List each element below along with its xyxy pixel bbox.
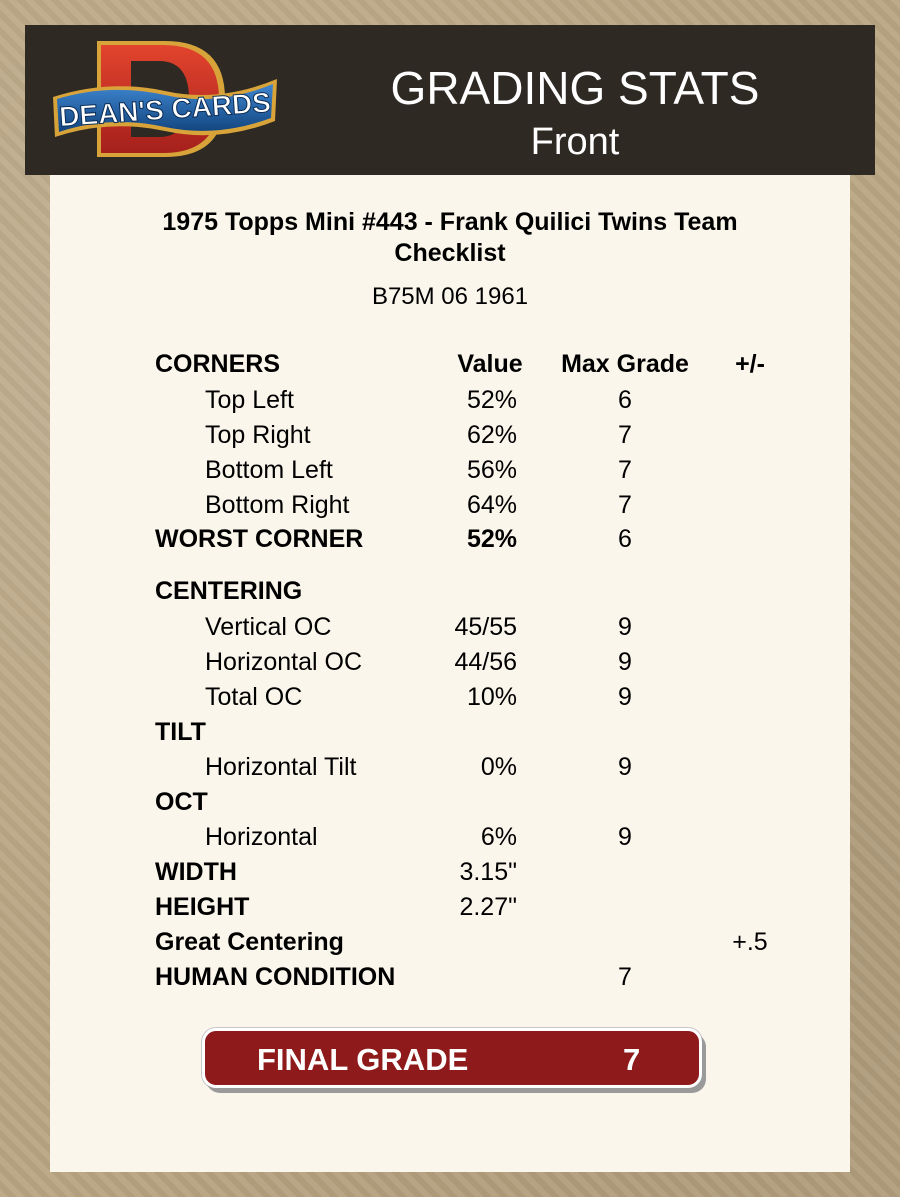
width-row [50,858,850,892]
stat-grade: 9 [618,613,632,641]
height-row [50,893,850,927]
width-value: 3.15" [459,858,517,886]
page-subtitle: Front [530,121,620,163]
stat-grade: 7 [618,421,632,449]
stat-value: 6% [480,823,517,851]
centering-header-row [50,577,850,611]
stat-value: 44/56 [454,648,517,676]
bonus-label: Great Centering [155,928,344,956]
stat-grade: 7 [618,456,632,484]
stat-row [50,753,850,787]
stat-value: 62% [466,421,517,449]
centering-heading: CENTERING [155,577,303,605]
corners-header-row [50,350,850,384]
stat-label: Horizontal [205,823,318,851]
final-grade-value: 7 [623,1042,641,1077]
stat-value: 45/55 [454,613,517,641]
value-column-header: Value [457,350,523,378]
stat-label: Vertical OC [205,613,332,641]
oct-header-row [50,788,850,822]
worst-corner-grade: 6 [618,525,632,553]
stat-row [50,823,850,857]
stat-row [50,491,850,525]
stat-value: 64% [466,491,517,519]
max-grade-column-header: Max Grade [561,350,689,378]
plus-minus-column-header: +/- [735,350,765,378]
stat-value: 10% [466,683,517,711]
stat-label: Horizontal OC [205,648,362,676]
stat-row [50,456,850,490]
human-condition-row [50,963,850,997]
logo-letter: D [49,26,61,43]
bonus-plus-minus: +.5 [732,928,768,956]
page-title: GRADING STATS [390,62,760,114]
worst-corner-label: WORST CORNER [155,525,364,553]
stat-label: Top Right [205,421,311,449]
height-label: HEIGHT [155,893,250,921]
card-title: 1975 Topps Mini #443 - Frank Quilici Twins Team Checklist [162,208,738,267]
tilt-heading: TILT [155,718,206,746]
human-condition-label: HUMAN CONDITION [155,963,396,991]
tilt-header-row [50,718,850,752]
stat-label: Total OC [205,683,303,711]
stat-label: Horizontal Tilt [205,753,357,781]
human-condition-grade: 7 [618,963,632,991]
height-value: 2.27" [459,893,517,921]
stat-grade: 9 [618,683,632,711]
final-grade-banner [202,1028,702,1088]
header-bar [25,25,875,175]
stat-row [50,648,850,682]
card-code: B75M 06 1961 [371,283,529,310]
bonus-row [50,928,850,962]
stat-row [50,386,850,420]
stat-grade: 7 [618,491,632,519]
stat-row [50,421,850,455]
stat-grade: 9 [618,823,632,851]
stat-grade: 9 [618,753,632,781]
worst-corner-row [50,525,850,559]
stat-value: 56% [466,456,517,484]
worst-corner-value: 52% [466,525,517,553]
stat-grade: 9 [618,648,632,676]
final-grade-label: FINAL GRADE [257,1042,469,1077]
stat-label: Bottom Left [205,456,333,484]
corners-heading: CORNERS [155,350,281,378]
stat-value: 52% [466,386,517,414]
stat-label: Bottom Right [205,491,350,519]
stat-row [50,683,850,717]
oct-heading: OCT [155,788,208,816]
stat-grade: 6 [618,386,632,414]
stat-row [50,613,850,647]
stat-value: 0% [480,753,517,781]
stat-label: Top Left [205,386,294,414]
deans-cards-logo [49,26,281,161]
width-label: WIDTH [155,858,237,886]
logo-text: DEAN'S CARDS [58,86,272,133]
stats-panel [50,175,850,1172]
